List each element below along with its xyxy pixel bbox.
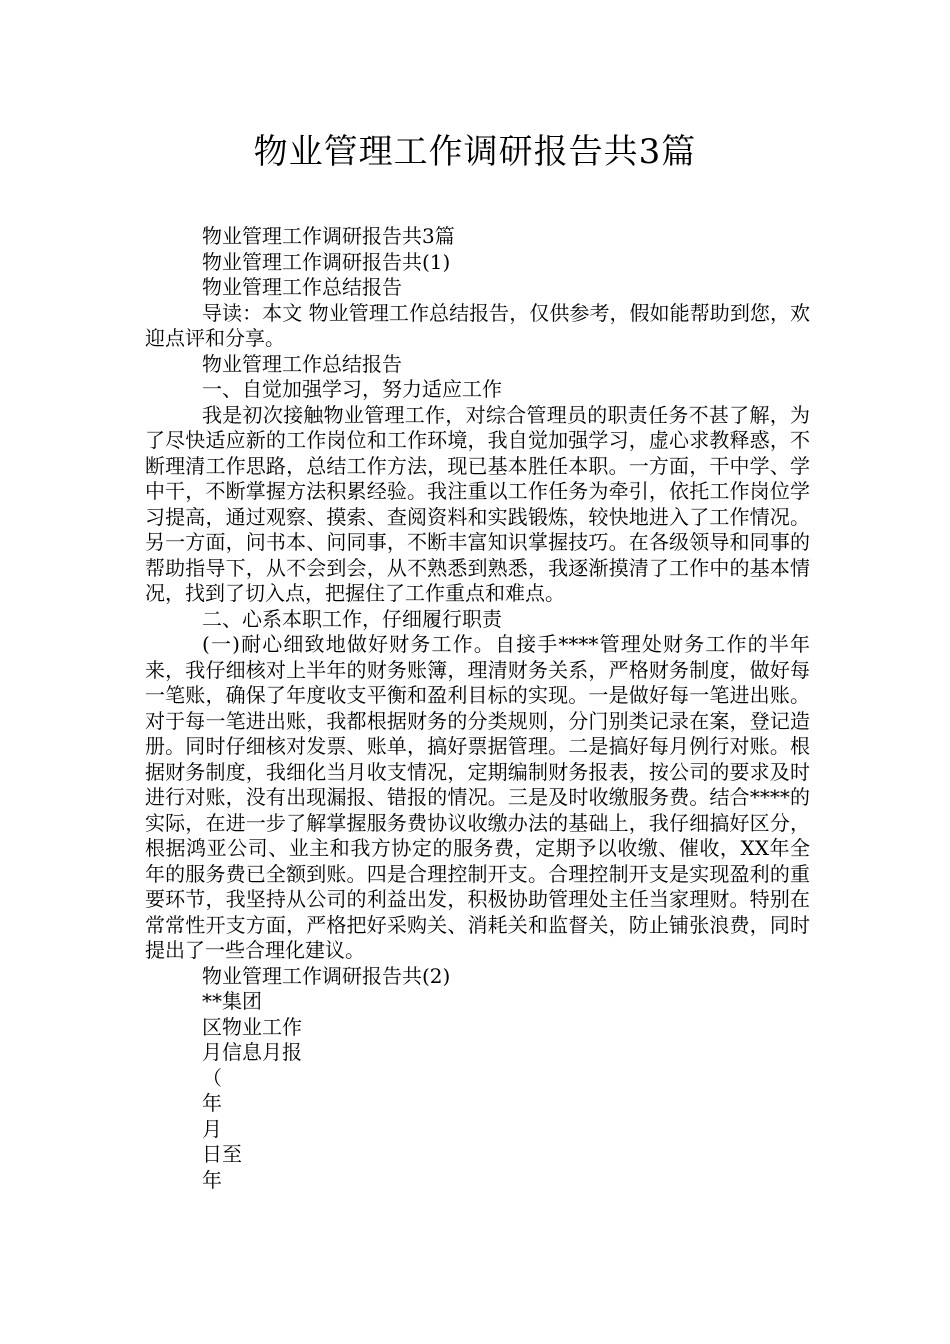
section-title-1: 物业管理工作调研报告共(1) bbox=[202, 249, 451, 274]
intro-paragraph: 导读：本文 物业管理工作总结报告，仅供参考，假如能帮助到您，欢迎点评和分享。 bbox=[145, 300, 810, 350]
subtitle-line: 物业管理工作调研报告共3篇 bbox=[202, 224, 455, 248]
report-title-repeat: 物业管理工作总结报告 bbox=[202, 351, 402, 376]
monthly-report-line: 月信息月报 bbox=[202, 1040, 302, 1064]
report-title: 物业管理工作总结报告 bbox=[202, 275, 402, 299]
document-title: 物业管理工作调研报告共3篇 bbox=[253, 132, 697, 172]
heading-two: 二、心系本职工作，仔细履行职责 bbox=[202, 606, 502, 631]
year-line-1: 年 bbox=[202, 1091, 222, 1115]
heading-one: 一、自觉加强学习，努力适应工作 bbox=[202, 377, 502, 401]
month-line: 月 bbox=[202, 1116, 222, 1141]
document-body bbox=[145, 224, 810, 1193]
section-title-2: 物业管理工作调研报告共(2) bbox=[202, 963, 451, 988]
day-to-line: 日至 bbox=[202, 1142, 242, 1166]
group-line: **集团 bbox=[202, 989, 262, 1013]
year-line-2: 年 bbox=[202, 1167, 222, 1192]
district-line: 区物业工作 bbox=[202, 1014, 302, 1039]
paragraph-two: (一)耐心细致地做好财务工作。自接手****管理处财务工作的半年来，我仔细核对上半年的财务账簿，理清财务关系，严格财务制度，做好每一笔账，确保了年度收支平衡和盈利目标的实现。一是做好每一笔进出账。对于每一笔进出账，我都根据财务的分类规则，分门别类记录在案，登记造册。同时仔细核对发票、账单，搞好票据管理。二是搞好每月例行对账。根据财务制度，我细化当月收支情况，定期编制财务报表，按公司的要求及时进行对账，没有出现漏报、错报的情况。三是及时收缴服务费。结合****的实际，在进一步了解掌握服务费协议收缴办法的基础上，我仔细搞好区分，根据鸿亚公司、业主和我方协定的服务费，定期予以收缴、催收，XX年全年的服务费已全额到账。四是合理控制开支。合理控制开支是实现盈利的重要环节，我坚持从公司的利益出发，积极协助管理处主任当家理财。特别在常常性开支方面，严格把好采购关、消耗关和监督关，防止铺张浪费，同时提出了一些合理化建议。 bbox=[145, 632, 810, 962]
paragraph-one: 我是初次接触物业管理工作，对综合管理员的职责任务不甚了解，为了尽快适应新的工作岗位和工作环境，我自觉加强学习，虚心求教释惑，不断理清工作思路，总结工作方法，现已基本胜任本职。一方面，干中学、学中干，不断掌握方法积累经验。我注重以工作任务为牵引，依托工作岗位学习提高，通过观察、摸索、查阅资料和实践锻炼，较快地进入了工作情况。另一方面，问书本、问同事，不断丰富知识掌握技巧。在各级领导和同事的帮助指导下，从不会到会，从不熟悉到熟悉，我逐渐摸清了工作中的基本情况，找到了切入点，把握住了工作重点和难点。 bbox=[145, 402, 810, 605]
paren-line: （ bbox=[202, 1065, 222, 1090]
